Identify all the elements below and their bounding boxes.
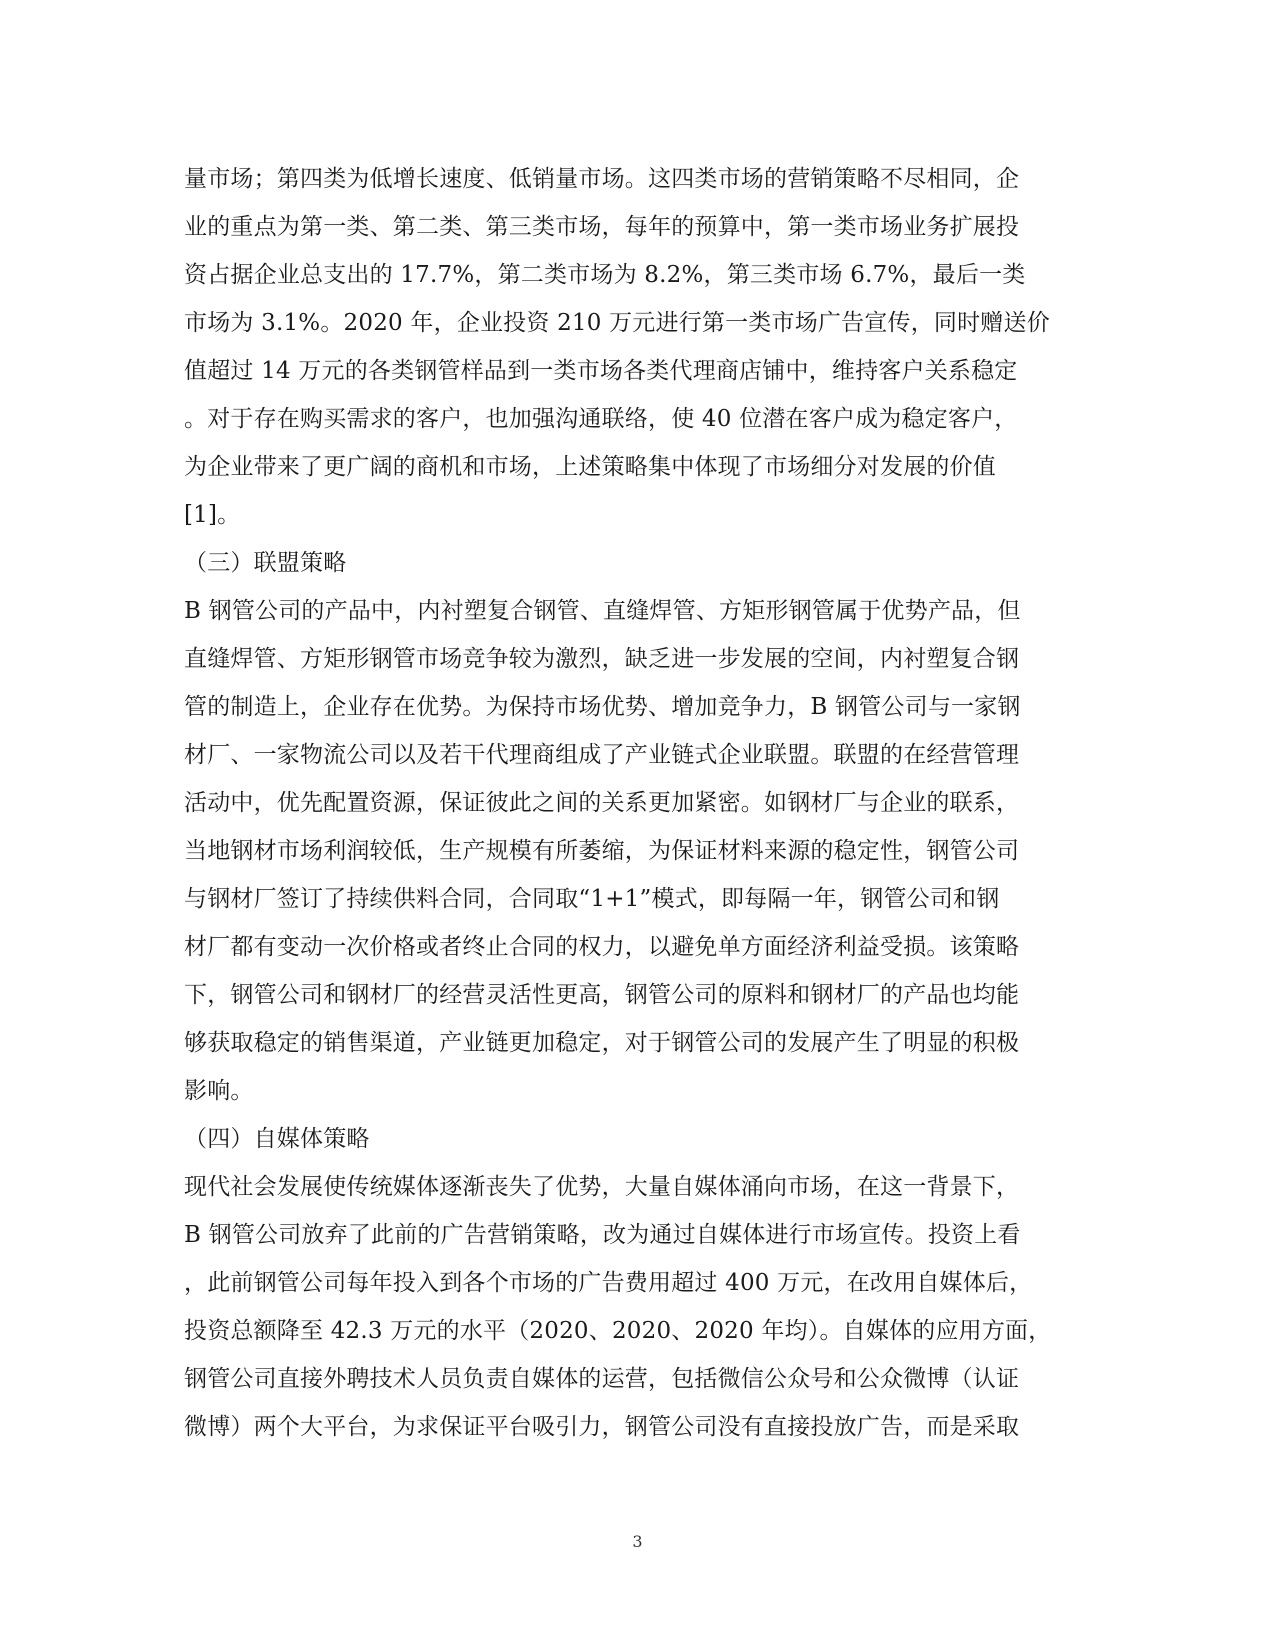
text-line: 业的重点为第一类、第二类、第三类市场，每年的预算中，第一类市场业务扩展投	[184, 214, 1020, 240]
section-heading-alliance: （三）联盟策略	[184, 550, 347, 576]
text-line: B 钢管公司的产品中，内衬塑复合钢管、直缝焊管、方矩形钢管属于优势产品，但	[184, 598, 1021, 624]
text-line: B 钢管公司放弃了此前的广告营销策略，改为通过自媒体进行市场宣传。投资上看	[184, 1222, 1021, 1248]
text-line: 下，钢管公司和钢材厂的经营灵活性更高，钢管公司的原料和钢材厂的产品也均能	[184, 982, 1020, 1008]
text-line: 。对于存在购买需求的客户，也加强沟通联络，使 40 位潜在客户成为稳定客户，	[184, 406, 1018, 432]
body-text	[184, 155, 1084, 1451]
text-line: 投资总额降至 42.3 万元的水平（2020、2020、2020 年均）。自媒体的应用方面，	[184, 1318, 1052, 1344]
text-line: 现代社会发展使传统媒体逐渐丧失了优势，大量自媒体涌向市场，在这一背景下，	[184, 1174, 1020, 1200]
text-line: 够获取稳定的销售渠道，产业链更加稳定，对于钢管公司的发展产生了明显的积极	[184, 1030, 1020, 1056]
section-heading-self-media: （四）自媒体策略	[184, 1126, 370, 1152]
text-line: 量市场；第四类为低增长速度、低销量市场。这四类市场的营销策略不尽相同，企	[184, 166, 1020, 192]
text-line: 钢管公司直接外聘技术人员负责自媒体的运营，包括微信公众号和公众微博（认证	[184, 1366, 1020, 1392]
text-line: 市场为 3.1%。2020 年，企业投资 210 万元进行第一类市场广告宣传，同时赠送价	[184, 310, 1050, 336]
text-line: 管的制造上，企业存在优势。为保持市场优势、增加竞争力，B 钢管公司与一家钢	[184, 694, 1021, 720]
text-line: 为企业带来了更广阔的商机和市场，上述策略集中体现了市场细分对发展的价值	[184, 454, 996, 480]
text-line: [1]。	[184, 502, 241, 528]
text-line: 当地钢材市场利润较低，生产规模有所萎缩，为保证材料来源的稳定性，钢管公司	[184, 838, 1020, 864]
text-line: ，此前钢管公司每年投入到各个市场的广告费用超过 400 万元，在改用自媒体后，	[184, 1270, 1033, 1296]
text-line: 微博）两个大平台，为求保证平台吸引力，钢管公司没有直接投放广告，而是采取	[184, 1414, 1020, 1440]
text-line: 影响。	[184, 1078, 254, 1104]
text-line: 活动中，优先配置资源，保证彼此之间的关系更加紧密。如钢材厂与企业的联系，	[184, 790, 1020, 816]
text-line: 材厂、一家物流公司以及若干代理商组成了产业链式企业联盟。联盟的在经营管理	[184, 742, 1020, 768]
text-line: 直缝焊管、方矩形钢管市场竞争较为激烈，缺乏进一步发展的空间，内衬塑复合钢	[184, 646, 1020, 672]
page-number: 3	[632, 1532, 643, 1551]
text-line: 材厂都有变动一次价格或者终止合同的权力，以避免单方面经济利益受损。该策略	[184, 934, 1020, 960]
text-line: 与钢材厂签订了持续供料合同，合同取“1+1”模式，即每隔一年，钢管公司和钢	[184, 886, 1000, 912]
text-line: 值超过 14 万元的各类钢管样品到一类市场各类代理商店铺中，维持客户关系稳定	[184, 358, 1018, 384]
text-line: 资占据企业总支出的 17.7%，第二类市场为 8.2%，第三类市场 6.7%，最后一类	[184, 262, 1026, 288]
